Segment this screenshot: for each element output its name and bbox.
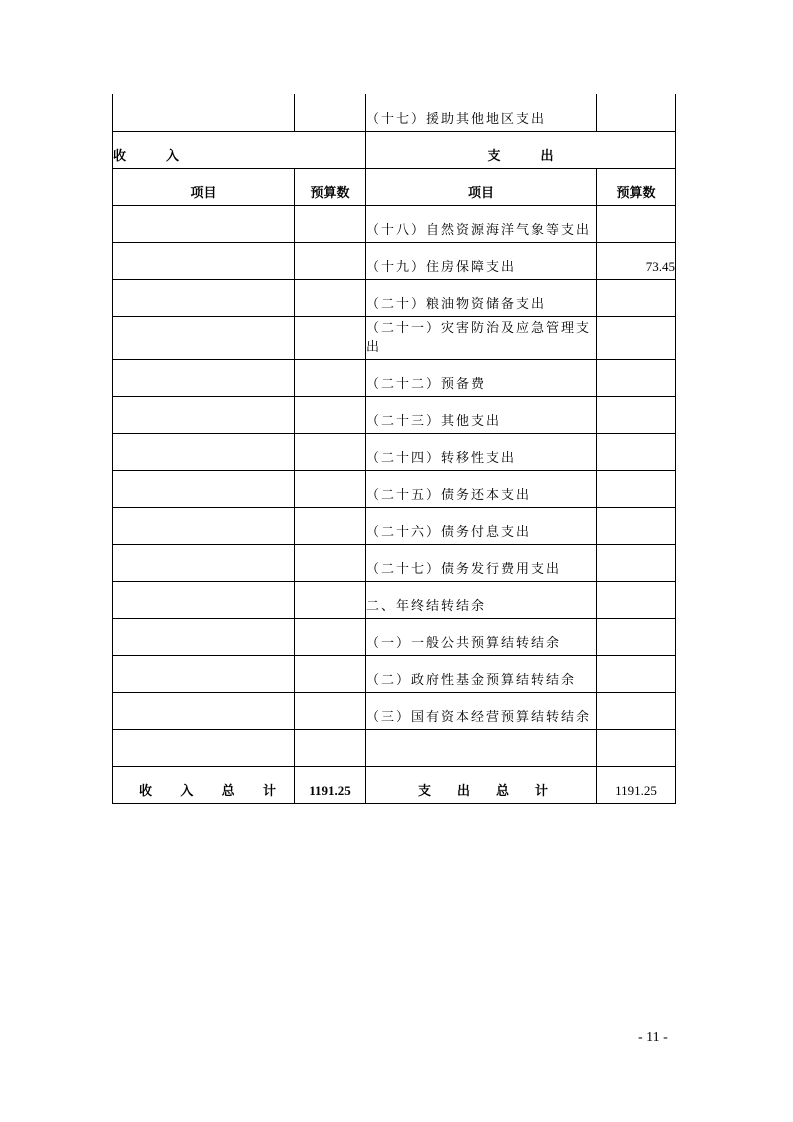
expense-budget-cell: 73.45 — [597, 242, 676, 279]
total-income-value: 1191.25 — [295, 766, 366, 803]
table-row — [113, 396, 676, 433]
table-row — [113, 94, 676, 131]
column-header-row — [113, 168, 676, 205]
expense-budget-cell — [597, 507, 676, 544]
expense-item-cell: （二十一）灾害防治及应急管理支出 — [366, 316, 597, 359]
income-section-header: 收 入 — [113, 131, 366, 168]
table-row — [113, 433, 676, 470]
expense-item-cell: （二十六）债务付息支出 — [366, 507, 597, 544]
blank-row — [113, 729, 676, 766]
expense-budget-cell — [597, 359, 676, 396]
total-expense-label: 支 出 总 计 — [366, 766, 597, 803]
expense-item-header: 项目 — [366, 168, 597, 205]
expense-budget-cell — [597, 433, 676, 470]
table-row — [113, 692, 676, 729]
table-row — [113, 544, 676, 581]
expense-item-cell: （一）一般公共预算结转结余 — [366, 618, 597, 655]
page-number: - 11 - — [638, 1030, 668, 1045]
expense-budget-cell — [597, 618, 676, 655]
total-expense-value: 1191.25 — [597, 766, 676, 803]
expense-budget-cell — [597, 655, 676, 692]
table-row — [113, 581, 676, 618]
table-row — [113, 242, 676, 279]
expense-rows — [113, 205, 676, 729]
table-row — [113, 618, 676, 655]
income-item-header: 项目 — [113, 168, 295, 205]
expense-item-cell: （十八）自然资源海洋气象等支出 — [366, 205, 597, 242]
table-row — [113, 359, 676, 396]
table-row — [113, 279, 676, 316]
expense-budget-cell — [597, 581, 676, 618]
expense-budget-cell — [597, 544, 676, 581]
section-header-row — [113, 131, 676, 168]
total-income-label: 收 入 总 计 — [113, 766, 295, 803]
expense-budget-cell — [597, 692, 676, 729]
expense-item-cell: （十七）援助其他地区支出 — [366, 94, 597, 131]
table-row — [113, 316, 676, 359]
expense-item-cell: 二、年终结转结余 — [366, 581, 597, 618]
total-row — [113, 766, 676, 803]
expense-item-cell: （二十七）债务发行费用支出 — [366, 544, 597, 581]
income-budget-header: 预算数 — [295, 168, 366, 205]
expense-item-cell: （十九）住房保障支出 — [366, 242, 597, 279]
expense-item-cell: （二十五）债务还本支出 — [366, 470, 597, 507]
table-row — [113, 655, 676, 692]
expense-item-cell: （二十）粮油物资储备支出 — [366, 279, 597, 316]
expense-budget-cell — [597, 205, 676, 242]
expense-section-header: 支 出 — [366, 131, 676, 168]
budget-table — [112, 94, 676, 804]
expense-item-cell: （二十二）预备费 — [366, 359, 597, 396]
expense-item-cell: （二）政府性基金预算结转结余 — [366, 655, 597, 692]
table-row — [113, 205, 676, 242]
expense-item-cell: （二十三）其他支出 — [366, 396, 597, 433]
expense-budget-cell — [597, 316, 676, 359]
expense-budget-header: 预算数 — [597, 168, 676, 205]
table-row — [113, 470, 676, 507]
expense-budget-cell — [597, 396, 676, 433]
table-row — [113, 507, 676, 544]
expense-budget-cell — [597, 470, 676, 507]
expense-item-cell: （二十四）转移性支出 — [366, 433, 597, 470]
expense-item-cell: （三）国有资本经营预算结转结余 — [366, 692, 597, 729]
expense-budget-cell — [597, 279, 676, 316]
